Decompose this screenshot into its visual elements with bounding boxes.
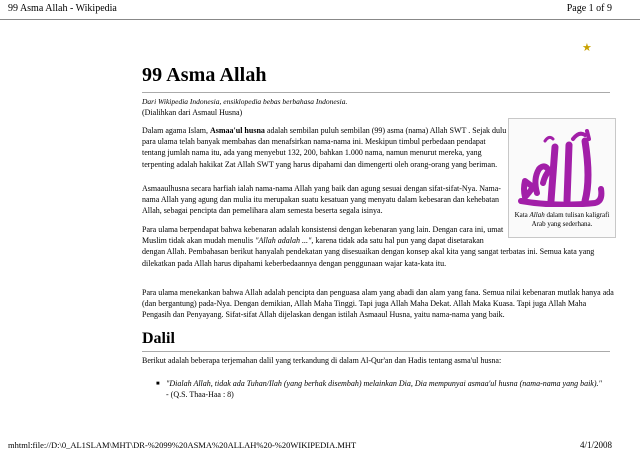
image-caption: Kata Allah dalam tulisan kaligrafi Arab yang sederhana.	[514, 211, 610, 228]
bullet-icon: ■	[156, 381, 160, 387]
paragraph-consistency: Para ulama berpendapat bahwa kebenaran adalah konsistensi dengan kebenaran yang lain. Dengan cara ini, umat Muslim tidak akan mudah menulis "Allah adalah ...", karena tidak ada satu hal pun yang dapat disetarakan dengan Allah. Pembahasan berikut hanyalah pendekatan yang disesuaikan dengan konsep akal kita yang sangat terbatas ini. Semua kata yang dilekatkan pada Allah harus dipahami keberbedaannya dengan penggunaan wajar kata-kata itu.	[142, 225, 595, 268]
print-header-title: 99 Asma Allah - Wikipedia	[8, 3, 117, 14]
term-bold: Asmaa'ul husna	[209, 126, 265, 135]
allah-calligraphy-image[interactable]	[515, 123, 609, 207]
print-footer-url: mhtml:file://D:\0_AL1SLAM\MHT\DR-%2099%20ASMA%20ALLAH%20-%20WIKIPEDIA.MHT	[8, 440, 357, 450]
header-divider	[0, 19, 640, 20]
title-divider	[142, 92, 610, 93]
site-subtitle: Dari Wikipedia Indonesia, ensiklopedia bebas berbahasa Indonesia.	[142, 97, 348, 106]
section-divider	[142, 351, 610, 352]
print-footer-date: 4/1/2008	[579, 440, 612, 450]
dalil-quote: "Dialah Allah, tidak ada Tuhan/Ilah (yang berhak disembah) melainkan Dia, Dia mempunyai asmaa'ul husna (nama-nama yang baik)." - (Q.S. Thaa-Haa : 8)	[166, 379, 602, 399]
redirect-note: (Dialihkan dari Asmaul Husna)	[142, 108, 243, 117]
print-header-page: Page 1 of 9	[566, 3, 612, 14]
dalil-intro: Berikut adalah beberapa terjemahan dalil yang terkandung di dalam Al-Qur'an dan Hadis tentang asma'ul husna:	[142, 356, 502, 365]
section-heading-dalil: Dalil	[142, 330, 175, 347]
paragraph-intro: Dalam agama Islam, Asmaa'ul husna adalah sembilan puluh sembilan (99) asma (nama) Allah SWT . Sejak dulu para ulama telah banyak membahas dan menafsirkan nama-nama ini. Meskipun timbul perbedaan pendapat tentang jumlah nama itu, ada yang menyebut 132, 200, bahkan 1.000 nama, namun menurut mereka, yang terpenting adalah hakikat Zat Allah SWT yang harus dipahami dan dimengerti oleh orang-orang yang beriman.	[142, 126, 507, 169]
image-infobox	[508, 118, 616, 238]
page-title: 99 Asma Allah	[142, 64, 267, 86]
featured-star-icon: ★	[582, 42, 592, 54]
paragraph-emphasis: Para ulama menekankan bahwa Allah adalah pencipta dan penguasa alam yang abadi dan alam yang fana. Semua nilai kebenaran mutlak hanya ada (dan bergantung) pada-Nya. Dengan demikian, Allah Maha Tinggi. Tapi juga Allah Maha Dekat. Allah Maka Kuasa. Tapi juga Allah Maha Pengasih dan Penyayang. Sifat-sifat Allah dijelaskan dengan istilah Asmaaul Husna, yaitu nama-nama yang baik.	[142, 288, 614, 320]
paragraph-definition: Asmaaulhusna secara harfiah ialah nama-nama Allah yang baik dan agung sesuai dengan sifat-sifat-Nya. Nama-nama Allah yang agung dan mulia itu merupakan suatu kesatuan yang menyatu dalam kebesaran dan kehebatan Allah, sebagai pencipta dan pemelihara alam semesta beserta segala isinya.	[142, 184, 501, 216]
